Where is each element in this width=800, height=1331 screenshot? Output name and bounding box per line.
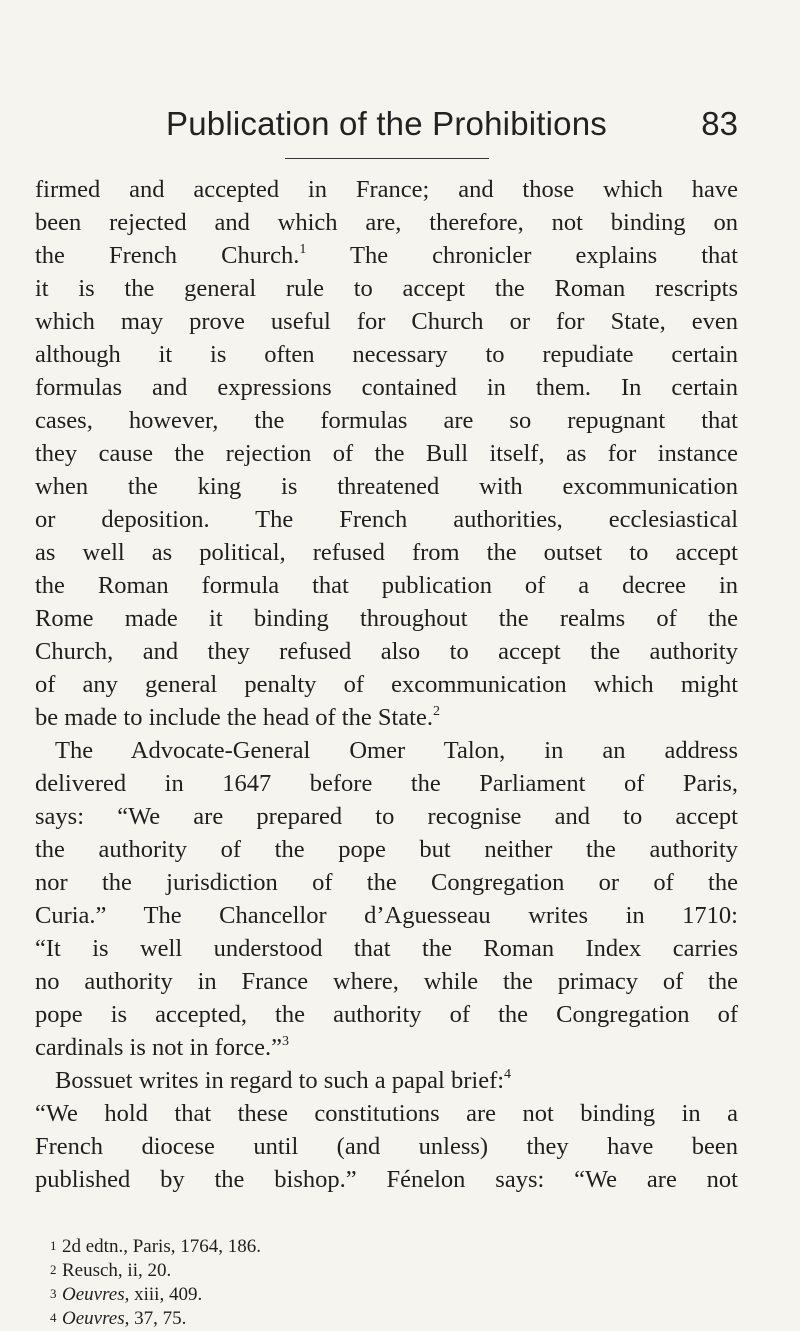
text-line <box>35 800 738 833</box>
text-line <box>35 602 738 635</box>
line-text: the Roman formula that publication of a decree in <box>35 572 738 599</box>
footnote-title: Oeuvres <box>62 1284 125 1305</box>
text-line <box>35 404 738 437</box>
footnote-ref: 2 <box>432 704 440 719</box>
text-line <box>35 1031 738 1064</box>
line-text: delivered in 1647 before the Parliament of Paris, <box>35 770 738 797</box>
text-line <box>35 635 738 668</box>
line-text: “It is well understood that the Roman Index carries <box>35 935 738 962</box>
line-text: Bossuet writes in regard to such a papal brief: <box>55 1067 505 1094</box>
line-text: Church, and they refused also to accept the authority <box>35 638 738 665</box>
footnote-title: Oeuvres <box>62 1308 125 1329</box>
footnote-ref: 3 <box>281 1034 289 1049</box>
footnote-ref: 1 <box>299 242 307 257</box>
body-text <box>35 173 738 1196</box>
text-line <box>35 536 738 569</box>
line-text: or deposition. The French authorities, ecclesiastical <box>35 506 738 533</box>
line-text: published by the bishop.” Fénelon says: “We are not <box>35 1166 738 1193</box>
line-text: French diocese until (and unless) they have been <box>35 1133 738 1160</box>
text-line <box>35 239 738 272</box>
running-title: Publication of the Prohibitions <box>166 105 607 142</box>
line-text-tail: The chronicler explains that <box>306 242 738 269</box>
footnote <box>35 1259 738 1283</box>
page-number: 83 <box>701 105 738 142</box>
text-line <box>35 767 738 800</box>
footnote-text: , 37, 75. <box>124 1308 187 1329</box>
line-text: nor the jurisdiction of the Congregation or of the <box>35 869 738 896</box>
footnote-text: 2d edtn., Paris, 1764, 186. <box>62 1236 261 1257</box>
text-line <box>35 965 738 998</box>
text-line <box>35 305 738 338</box>
text-line <box>35 932 738 965</box>
text-line <box>35 833 738 866</box>
text-line <box>35 1130 738 1163</box>
line-text: they cause the rejection of the Bull itself, as for instance <box>35 440 738 467</box>
text-line <box>35 1163 738 1196</box>
footnote-mark: 2 <box>50 1262 57 1277</box>
line-text: cases, however, the formulas are so repugnant that <box>35 407 738 434</box>
line-text: it is the general rule to accept the Roman rescripts <box>35 275 738 302</box>
line-text: be made to include the head of the State. <box>35 704 433 731</box>
text-line <box>35 668 738 701</box>
text-line <box>35 173 738 206</box>
line-text: formulas and expressions contained in them. In certain <box>35 374 738 401</box>
text-line <box>35 206 738 239</box>
line-text: says: “We are prepared to recognise and to accept <box>35 803 738 830</box>
line-text: “We hold that these constitutions are not binding in a <box>35 1100 738 1127</box>
line-text: Rome made it binding throughout the realms of the <box>35 605 738 632</box>
text-line <box>35 503 738 536</box>
line-text: firmed and accepted in France; and those which have <box>35 176 738 203</box>
text-line <box>35 470 738 503</box>
text-line <box>35 437 738 470</box>
text-line <box>35 272 738 305</box>
text-line <box>35 1064 738 1097</box>
line-text: no authority in France where, while the primacy of the <box>35 968 738 995</box>
line-text: although it is often necessary to repudiate certain <box>35 341 738 368</box>
footnote <box>35 1307 738 1331</box>
footnote-ref: 4 <box>504 1067 512 1082</box>
line-text: of any general penalty of excommunication which might <box>35 671 738 698</box>
line-text: as well as political, refused from the outset to accept <box>35 539 738 566</box>
footnote <box>35 1283 738 1307</box>
line-text: which may prove useful for Church or for State, even <box>35 308 738 335</box>
line-text: when the king is threatened with excommunication <box>35 473 738 500</box>
text-line <box>35 998 738 1031</box>
running-header <box>35 103 738 153</box>
text-line <box>35 569 738 602</box>
text-line <box>35 701 738 734</box>
footnote-text: , xiii, 409. <box>124 1284 203 1305</box>
line-text: Curia.” The Chancellor d’Aguesseau writes in 1710: <box>35 902 738 929</box>
line-text: The Advocate-General Omer Talon, in an address <box>55 737 738 764</box>
line-text: pope is accepted, the authority of the Congregation of <box>35 1001 738 1028</box>
text-line <box>35 899 738 932</box>
text-line <box>35 1097 738 1130</box>
text-line <box>35 734 738 767</box>
footnote <box>35 1235 738 1259</box>
text-line <box>35 338 738 371</box>
line-text: the authority of the pope but neither the authority <box>35 836 738 863</box>
text-line <box>35 371 738 404</box>
line-text: cardinals is not in force.” <box>35 1034 282 1061</box>
line-text: been rejected and which are, therefore, not binding on <box>35 209 738 236</box>
footnote-text: Reusch, ii, 20. <box>62 1260 172 1281</box>
footnote-mark: 3 <box>50 1286 57 1301</box>
footnote-mark: 4 <box>50 1310 57 1325</box>
text-line <box>35 866 738 899</box>
footnotes <box>35 1235 738 1331</box>
line-text: the French Church. <box>35 242 300 269</box>
footnote-mark: 1 <box>50 1238 57 1253</box>
header-rule <box>285 158 489 159</box>
